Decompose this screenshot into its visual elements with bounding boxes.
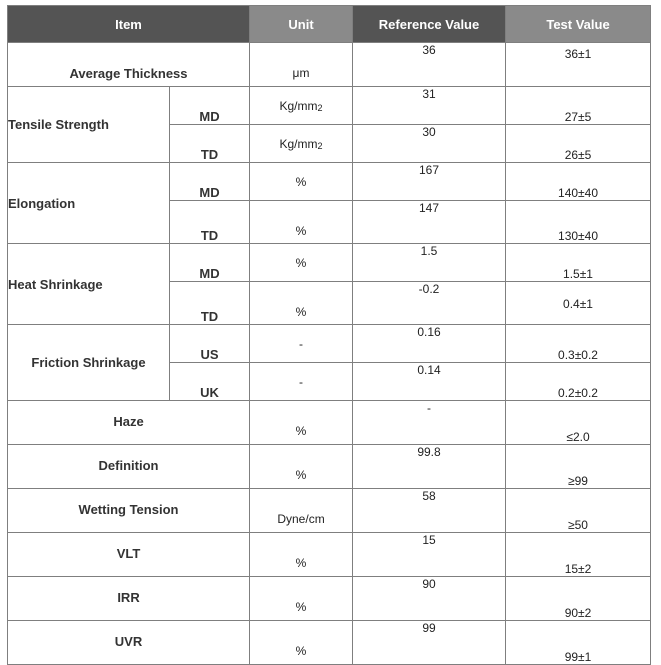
- reference-value-cell: 0.16: [353, 325, 506, 363]
- sub-label-uk: UK: [170, 363, 250, 401]
- table-row: [8, 401, 651, 445]
- reference-value-cell: 99.8: [353, 445, 506, 489]
- reference-value-cell: 15: [353, 533, 506, 577]
- sub-label-md: MD: [170, 87, 250, 125]
- unit-cell: %: [250, 282, 353, 325]
- unit-text: Kg/mm: [279, 98, 318, 113]
- sub-label-td: TD: [170, 201, 250, 244]
- row-label-average-thickness: Average Thickness: [8, 43, 250, 87]
- reference-value-cell: 30: [353, 125, 506, 163]
- unit-text: Kg/mm: [279, 136, 318, 151]
- row-label-tensile-strength: Tensile Strength: [8, 87, 170, 163]
- reference-value-cell: 36: [353, 43, 506, 87]
- unit-cell: Dyne/cm: [250, 489, 353, 533]
- unit-exponent: 2: [317, 140, 323, 151]
- test-value-cell: ≤2.0: [506, 401, 651, 445]
- unit-cell: [250, 125, 353, 163]
- test-value-cell: 15±2: [506, 533, 651, 577]
- reference-value-cell: 0.14: [353, 363, 506, 401]
- header-test-value: Test Value: [506, 6, 651, 43]
- test-value-cell: 99±1: [506, 621, 651, 665]
- table-row: [8, 489, 651, 533]
- unit-cell: %: [250, 577, 353, 621]
- unit-cell: μm: [250, 43, 353, 87]
- unit-cell: %: [250, 244, 353, 282]
- table-row: [8, 163, 651, 201]
- sub-label-md: MD: [170, 163, 250, 201]
- sub-label-td: TD: [170, 125, 250, 163]
- reference-value-cell: 90: [353, 577, 506, 621]
- row-label-irr: IRR: [8, 577, 250, 621]
- reference-value-cell: 31: [353, 87, 506, 125]
- row-label-vlt: VLT: [8, 533, 250, 577]
- test-value-cell: 130±40: [506, 201, 651, 244]
- reference-value-cell: 1.5: [353, 244, 506, 282]
- header-item: Item: [8, 6, 250, 43]
- table-row: [8, 87, 651, 125]
- table-row: [8, 325, 651, 363]
- row-label-heat-shrinkage: Heat Shrinkage: [8, 244, 170, 325]
- sub-label-md: MD: [170, 244, 250, 282]
- test-value-cell: 26±5: [506, 125, 651, 163]
- test-value-cell: ≥99: [506, 445, 651, 489]
- header-reference-value: Reference Value: [353, 6, 506, 43]
- header-row: [8, 6, 651, 43]
- table-row: [8, 244, 651, 282]
- unit-cell: %: [250, 445, 353, 489]
- header-unit: Unit: [250, 6, 353, 43]
- table-row: [8, 43, 651, 87]
- test-value-cell: ≥50: [506, 489, 651, 533]
- table-row: [8, 577, 651, 621]
- reference-value-cell: 58: [353, 489, 506, 533]
- row-label-elongation: Elongation: [8, 163, 170, 244]
- unit-cell: %: [250, 401, 353, 445]
- test-value-cell: 0.2±0.2: [506, 363, 651, 401]
- test-value-cell: 36±1: [506, 43, 651, 87]
- reference-value-cell: 99: [353, 621, 506, 665]
- test-value-cell: 140±40: [506, 163, 651, 201]
- unit-cell: -: [250, 363, 353, 401]
- unit-cell: [250, 87, 353, 125]
- spec-table: [7, 5, 651, 665]
- table-row: [8, 533, 651, 577]
- test-value-cell: 90±2: [506, 577, 651, 621]
- unit-cell: %: [250, 163, 353, 201]
- row-label-friction-shrinkage: Friction Shrinkage: [8, 325, 170, 401]
- row-label-haze: Haze: [8, 401, 250, 445]
- unit-cell: %: [250, 533, 353, 577]
- table-row: [8, 445, 651, 489]
- row-label-definition: Definition: [8, 445, 250, 489]
- unit-cell: %: [250, 621, 353, 665]
- sub-label-us: US: [170, 325, 250, 363]
- unit-cell: %: [250, 201, 353, 244]
- reference-value-cell: 147: [353, 201, 506, 244]
- row-label-wetting-tension: Wetting Tension: [8, 489, 250, 533]
- unit-exponent: 2: [317, 102, 323, 113]
- sub-label-td: TD: [170, 282, 250, 325]
- reference-value-cell: -0.2: [353, 282, 506, 325]
- unit-cell: -: [250, 325, 353, 363]
- reference-value-cell: 167: [353, 163, 506, 201]
- test-value-cell: 27±5: [506, 87, 651, 125]
- test-value-cell: 1.5±1: [506, 244, 651, 282]
- test-value-cell: 0.4±1: [506, 282, 651, 325]
- test-value-cell: 0.3±0.2: [506, 325, 651, 363]
- row-label-uvr: UVR: [8, 621, 250, 665]
- reference-value-cell: -: [353, 401, 506, 445]
- table-row: [8, 621, 651, 665]
